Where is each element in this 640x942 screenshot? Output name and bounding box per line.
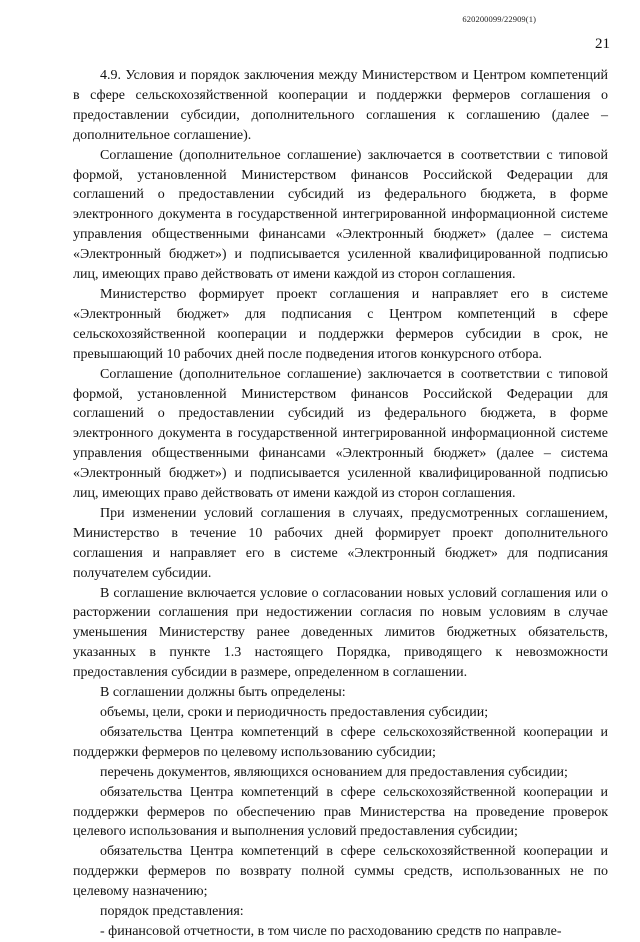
paragraph-4-9-heading: 4.9. Условия и порядок заключения между Министерством и Центром компетенций в сфере сельскохозяйственной кооперации и поддержки фермеров соглашения о предоставлении субсидии, дополнительного соглашения к соглашению (далее – дополнительное соглашение). [73, 68, 608, 143]
paragraph-agreement-form-repeat: Соглашение (дополнительное соглашение) заключается в соответствии с типовой формой, установленной Министерством финансов Российской Федерации для соглашений о предоставлении субсидий из федерального бюджета, в форме электронного документа в государственной интегрированной информационной системе управления общественными финансами «Электронный бюджет» (далее – система «Электронный бюджет») и подписывается усиленной квалифицированной подписью лиц, имеющих право действовать от имени каждой из сторон соглашения. [73, 366, 608, 502]
list-item-reporting-order: порядок представления: [100, 904, 244, 920]
paragraph-agreement-form: Соглашение (дополнительное соглашение) заключается в соответствии с типовой формой, установленной Министерством финансов Российской Федерации для соглашений о предоставлении субсидий из федерального бюджета, в форме электронного документа в государственной интегрированной информационной системе управления общественными финансами «Электронный бюджет» (далее – система «Электронный бюджет») и подписывается усиленной квалифицированной подписью лиц, имеющих право действовать от имени каждой из сторон соглашения. [73, 147, 608, 283]
list-item-volumes: объемы, цели, сроки и периодичность предоставления субсидии; [100, 705, 489, 720]
list-item-financial-reporting: - финансовой отчетности, в том числе по расходованию средств по направле- [100, 923, 562, 939]
paragraph-terms-intro: В соглашении должны быть определены: [100, 685, 346, 701]
page-number: 21 [595, 36, 610, 52]
paragraph-changes: При изменении условий соглашения в случаях, предусмотренных соглашением, Министерство в течение 10 рабочих дней формирует проект дополнительного соглашения и направляет его в системе «Электронный бюджет» для подписания получателем субсидии. [73, 505, 608, 581]
paragraph-limits-reduction: В соглашение включается условие о согласовании новых условий соглашения или о расторжении соглашения при недостижении согласия по новым условиям в случае уменьшения Министерству ранее доведенных лимитов бюджетных обязательств, указанных в пункте 1.3 настоящего Порядка, приводящего к невозможности предоставления субсидии в размере, определенном в соглашении. [73, 585, 608, 681]
list-item-refund: обязательства Центра компетенций в сфере сельскохозяйственной кооперации и поддержки фермеров по возврату полной суммы средств, использованных не по целевому назначению; [73, 844, 608, 900]
list-item-target-use: обязательства Центра компетенций в сфере сельскохозяйственной кооперации и поддержки фермеров по целевому использованию субсидии; [73, 724, 608, 760]
paragraph-ministry-draft: Министерство формирует проект соглашения и направляет его в системе «Электронный бюджет» для подписания с Центром компетенций в сфере сельскохозяйственной кооперации и поддержки фермеров субсидии в срок, не превышающий 10 рабочих дней после подведения итогов конкурсного отбора. [73, 286, 608, 362]
document-code: 620200099/22909(1) [462, 14, 536, 24]
body-text [73, 66, 608, 942]
list-item-inspections: обязательства Центра компетенций в сфере сельскохозяйственной кооперации и поддержки фермеров по обеспечению прав Министерства на проведение проверок целевого использования и выполнения условий предоставления субсидии; [73, 784, 608, 840]
list-item-documents: перечень документов, являющихся основанием для предоставления субсидии; [100, 764, 568, 780]
